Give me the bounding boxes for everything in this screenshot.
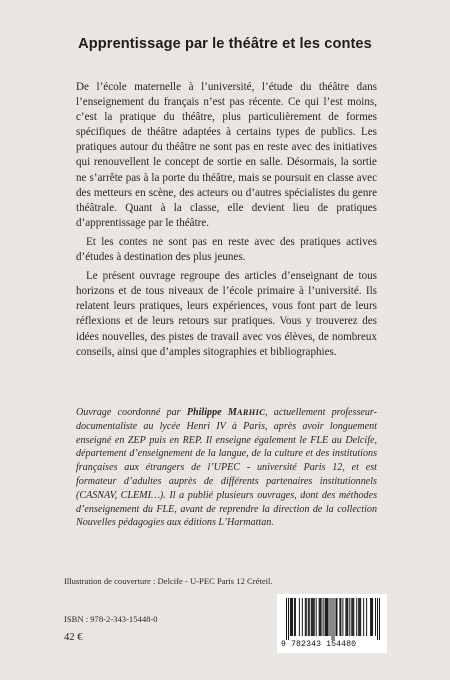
barcode-bar xyxy=(366,598,367,636)
barcode-bar xyxy=(288,598,289,640)
barcode-bar xyxy=(325,598,326,636)
barcode-bar xyxy=(290,598,291,636)
barcode-bar xyxy=(314,598,315,636)
isbn-text: ISBN : 978-2-343-15448-0 xyxy=(64,614,158,624)
summary-paragraph-1: De l’école maternelle à l’université, l’étude du théâtre dans l’enseignement du français n’est pas récente. Ce qui l’est moins, c’est la pratique du théâtre, plus particulièrement de formes spécifiques de théâtre adaptées à certains types de publics. Les pratiques autour du théâtre ne sont pas en reste avec des initiatives qui renouvellent le concept de sortie en salle. Désormais, la sortie ne s’arrête pas à la porte du théâtre, mais se poursuit en classe avec des metteurs en scène, des acteurs ou d’autres spécialistes du genre théâtrale. Quant à la classe, elle devient lieu de pratiques d’apprentissage par le théâtre. xyxy=(76,81,377,229)
barcode-bar xyxy=(379,598,380,640)
barcode-digits: 9 782343 154480 xyxy=(281,640,357,649)
barcode-bar xyxy=(352,598,353,636)
barcode-bar xyxy=(375,598,376,636)
barcode-bar xyxy=(306,598,307,636)
barcode-bar xyxy=(340,598,341,636)
bio-text: , actuellement professeur-documentaliste au lycée Henri IV à Paris, après avoir longuement enseigné en ZEP puis en REP. Il enseigne également le FLE au Delcife, département d’enseignement de la langue, de la culture et des institutions françaises aux étrangers de l’UPEC - université Paris 12, et est formateur d’adultes auprès de différents partenaires institutionnels (CASNAV, CLEMI…). Il a publié plusieurs ouvrages, dont des méthodes d’enseignement du FLE, avant de reprendre la direction de la collection Nouvelles pédagogies aux éditions L’Harmattan. xyxy=(76,407,377,529)
barcode-bar xyxy=(292,598,293,636)
author-name-first: Philippe M xyxy=(186,407,237,418)
barcode-bar xyxy=(328,598,329,636)
author-name xyxy=(187,407,265,418)
barcode-bar xyxy=(353,598,354,636)
barcode xyxy=(277,594,387,653)
barcode-bar xyxy=(320,598,321,636)
summary-paragraph-3: Le présent ouvrage regroupe des articles d’enseignant de tous horizons et de tous niveaux de l’école primaire à l’université. Ils relatent leurs pratiques, leurs expériences, vous font part de leurs réflexions et de leurs retours sur pratiques. Vous y trouverez des idées nouvelles, des pistes de travail avec vos élèves, de nombreux conseils, ainsi que d’amples sitographies et bibliographies. xyxy=(76,270,377,358)
barcode-bar xyxy=(363,598,364,636)
barcode-bar xyxy=(351,598,352,636)
barcode-bar xyxy=(323,598,324,636)
barcode-bar xyxy=(286,598,287,640)
summary-text xyxy=(76,80,377,360)
barcode-bar xyxy=(335,598,336,636)
barcode-bar xyxy=(346,598,347,636)
barcode-bar xyxy=(305,598,306,636)
barcode-bar xyxy=(311,598,312,636)
barcode-bar xyxy=(308,598,309,636)
barcode-bar xyxy=(294,598,295,636)
barcode-bar xyxy=(316,598,317,636)
barcode-bar xyxy=(332,598,333,640)
barcode-bar xyxy=(319,598,320,636)
barcode-bar xyxy=(326,598,327,636)
barcode-bar xyxy=(371,598,372,636)
barcode-bar xyxy=(295,598,296,636)
barcode-bar xyxy=(333,598,334,640)
barcode-bar xyxy=(336,598,337,636)
barcode-bar xyxy=(347,598,348,636)
barcode-bar xyxy=(309,598,310,636)
barcode-bar xyxy=(356,598,357,636)
barcode-bar xyxy=(377,598,378,640)
barcode-bar xyxy=(359,598,360,636)
barcode-bar xyxy=(321,598,322,636)
book-title: Apprentissage par le théâtre et les contes xyxy=(78,36,372,52)
illustration-credit: Illustration de couverture : Delcife - U-PEC Paris 12 Créteil. xyxy=(64,576,273,586)
barcode-bar xyxy=(299,598,300,636)
barcode-bar xyxy=(345,598,346,636)
price-text: 42 € xyxy=(64,632,83,643)
barcode-bars xyxy=(286,598,380,640)
barcode-bar xyxy=(370,598,371,636)
barcode-bar xyxy=(327,598,328,636)
author-bio xyxy=(76,406,377,530)
barcode-bar xyxy=(372,598,373,636)
barcode-bar xyxy=(291,598,292,636)
bio-lead: Ouvrage coordonné par xyxy=(76,407,187,418)
barcode-bar xyxy=(339,598,340,636)
barcode-bar xyxy=(330,598,331,636)
author-name-smallcaps: ARHIC xyxy=(236,407,266,417)
barcode-bar xyxy=(312,598,313,636)
barcode-bar xyxy=(313,598,314,636)
barcode-bar xyxy=(349,598,350,636)
summary-paragraph-2: Et les contes ne sont pas en reste avec des pratiques actives d’études à destination des plus jeunes. xyxy=(76,235,377,264)
barcode-bar xyxy=(358,598,359,636)
barcode-bar xyxy=(302,598,303,636)
barcode-bar xyxy=(342,598,343,636)
barcode-bar xyxy=(360,598,361,636)
